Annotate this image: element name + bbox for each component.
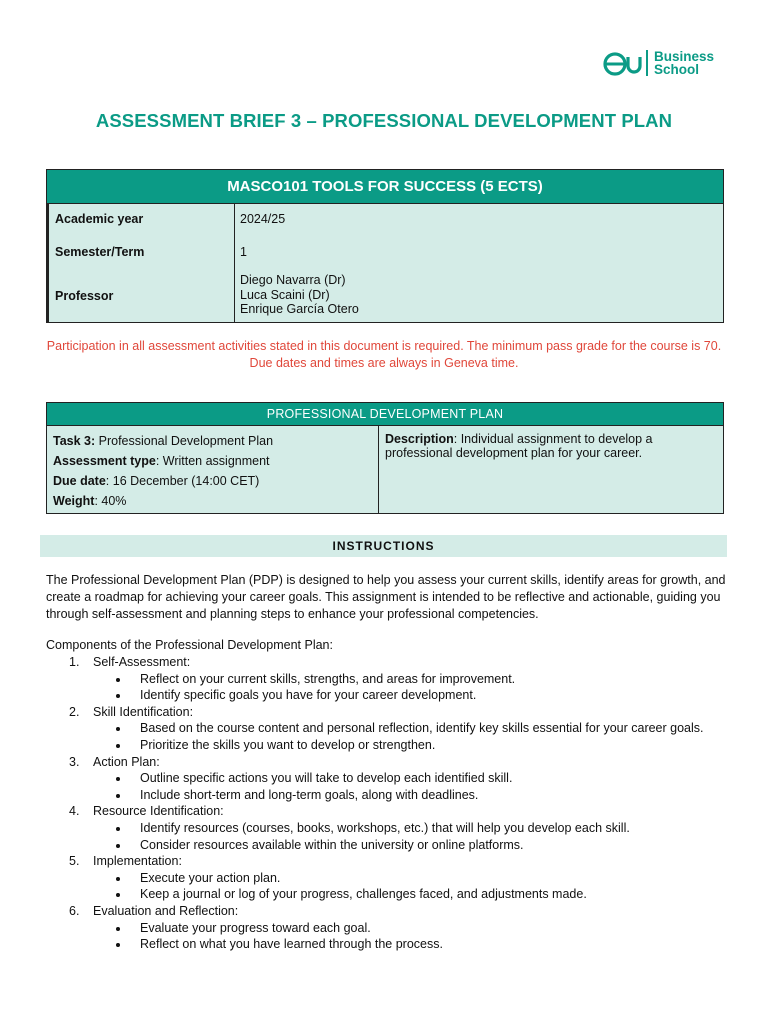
- component-item: [46, 654, 726, 704]
- bullet-item: Consider resources available within the university or online platforms.: [93, 837, 726, 854]
- professor-name: Diego Navarra (Dr): [240, 273, 346, 287]
- bullet-item: Include short-term and long-term goals, along with deadlines.: [93, 787, 726, 804]
- bullet-item: Execute your action plan.: [93, 870, 726, 887]
- item-number: 4.: [69, 804, 80, 819]
- item-number: 5.: [69, 854, 80, 869]
- bullet-item: Identify specific goals you have for your career development.: [93, 687, 726, 704]
- item-title: Resource Identification:: [93, 804, 224, 819]
- semester-label: Semester/Term: [47, 238, 234, 270]
- assignment-table: [46, 402, 724, 514]
- weight-value: : 40%: [94, 494, 127, 508]
- course-info-table: [46, 169, 724, 323]
- bullet-item: Reflect on what you have learned through the process.: [93, 936, 726, 953]
- instructions-heading: INSTRUCTIONS: [40, 535, 727, 557]
- academic-year-label: Academic year: [47, 204, 234, 238]
- logo-text-school: School: [654, 62, 700, 77]
- course-title: MASCO101 TOOLS FOR SUCCESS (5 ECTS): [47, 170, 723, 204]
- type-label: Assessment type: [53, 454, 156, 468]
- assignment-table-header: PROFESSIONAL DEVELOPMENT PLAN: [47, 403, 723, 426]
- component-item: [46, 853, 726, 903]
- eu-logo-icon: [602, 48, 644, 78]
- item-title: Action Plan:: [93, 754, 160, 769]
- participation-notice: Participation in all assessment activities stated in this document is required. The minimum pass grade for the course is 70. Due dates and times are always in Geneva time.: [46, 339, 722, 370]
- bullet-item: Prioritize the skills you want to develop or strengthen.: [93, 737, 726, 754]
- due-line: [53, 471, 372, 491]
- description-label: Description: [385, 432, 454, 446]
- task-line: [53, 431, 372, 451]
- item-title: Self-Assessment:: [93, 655, 191, 669]
- academic-year-value: 2024/25: [234, 204, 723, 238]
- bullet-item: Outline specific actions you will take to develop each identified skill.: [93, 770, 726, 787]
- due-value: : 16 December (14:00 CET): [105, 474, 260, 488]
- intro-paragraph: The Professional Development Plan (PDP) is designed to help you assess your current skills, identify areas for growth, and create a roadmap for achieving your career goals. This assignment is intended to be reflective and actionable, guiding you through self-assessment and planning steps to enhance your professional competencies.: [46, 573, 726, 621]
- component-item: [46, 754, 726, 804]
- assignment-details: [47, 426, 379, 513]
- course-row-professor: [47, 270, 723, 322]
- weight-line: [53, 491, 372, 511]
- course-row-semester: [47, 238, 723, 270]
- eu-business-school-logo: [602, 48, 732, 80]
- professor-name: Luca Scaini (Dr): [240, 287, 330, 302]
- item-title: Implementation:: [93, 854, 182, 869]
- professor-values: [234, 270, 723, 322]
- item-number: 3.: [69, 754, 80, 769]
- bullet-item: Evaluate your progress toward each goal.: [93, 920, 726, 937]
- description-value: : Individual assignment to develop a professional development plan for your career.: [385, 432, 653, 460]
- professor-name: Enrique García Otero: [240, 302, 359, 316]
- item-number: 6.: [69, 903, 80, 918]
- component-item: [46, 903, 726, 953]
- course-row-academic-year: [47, 204, 723, 238]
- item-title: Evaluation and Reflection:: [93, 903, 239, 918]
- bullet-item: Reflect on your current skills, strengths, and areas for improvement.: [93, 671, 726, 688]
- page-title: ASSESSMENT BRIEF 3 – PROFESSIONAL DEVELOPMENT PLAN: [95, 110, 673, 131]
- component-item: [46, 704, 726, 754]
- bullet-item: Keep a journal or log of your progress, challenges faced, and adjustments made.: [93, 886, 726, 903]
- bullet-item: Identify resources (courses, books, workshops, etc.) that will help you develop each skill.: [93, 820, 726, 837]
- item-title: Skill Identification:: [93, 704, 194, 719]
- assignment-description: [379, 426, 723, 513]
- type-line: [53, 451, 372, 471]
- item-number: 2.: [69, 704, 80, 719]
- components-title: Components of the Professional Development Plan:: [46, 638, 333, 652]
- professor-label: Professor: [47, 270, 234, 322]
- type-value: : Written assignment: [155, 454, 270, 468]
- due-label: Due date: [53, 474, 106, 488]
- components-list: [46, 654, 726, 953]
- semester-value: 1: [234, 238, 723, 270]
- logo-divider: [646, 50, 648, 76]
- component-item: [46, 803, 726, 853]
- item-number: 1.: [69, 655, 80, 669]
- weight-label: Weight: [53, 494, 95, 508]
- task-label: Task 3:: [53, 434, 96, 448]
- task-value: Professional Development Plan: [95, 434, 274, 448]
- bullet-item: Based on the course content and personal reflection, identify key skills essential for your career goals.: [93, 720, 726, 737]
- logo-text-business: Business: [654, 49, 715, 64]
